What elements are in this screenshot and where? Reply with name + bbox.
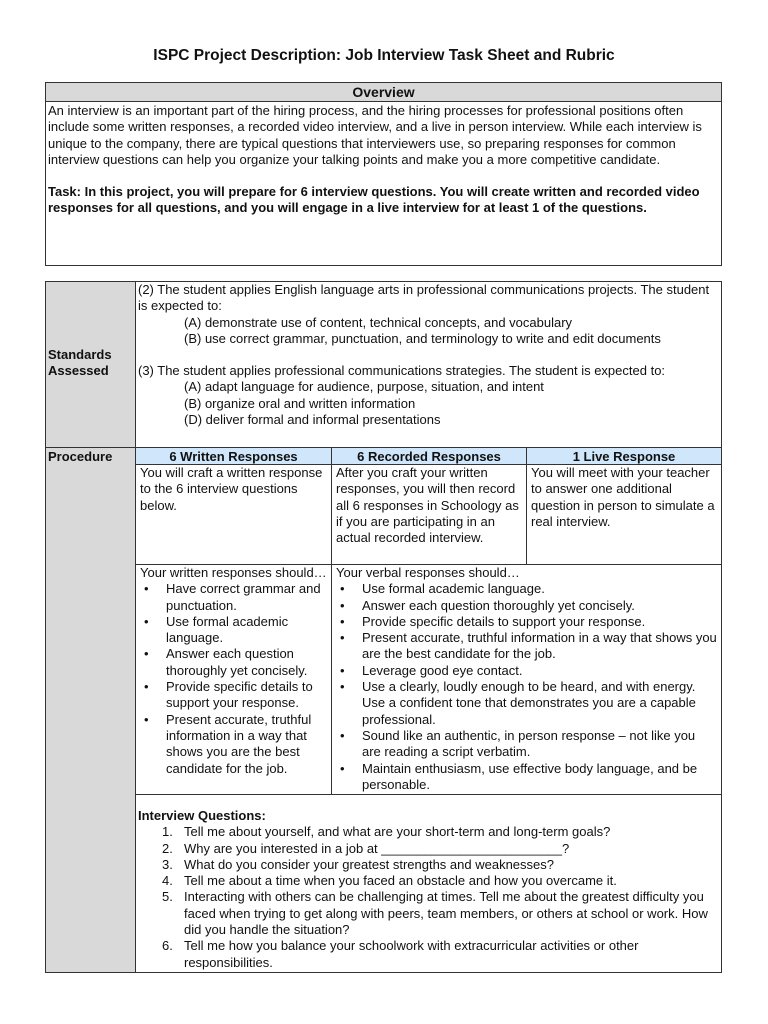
standards-label: Standards Assessed <box>46 282 136 447</box>
verbal-intro: Your verbal responses should… <box>336 565 520 580</box>
written-item: • Use formal academic language. <box>140 614 327 647</box>
question-item: 5. Interacting with others can be challenging at times. Tell me about the greatest difficulty you faced when trying to get along with peers, team members, or others at school or work. How did you handle the situation? <box>138 889 717 938</box>
overview-heading: Overview <box>46 83 721 102</box>
overview-table <box>45 82 722 266</box>
verbal-item: • Sound like an authentic, in person response – not like you are reading a script verbatim. <box>336 728 717 761</box>
question-item: 4. Tell me about a time when you faced an obstacle and how you overcame it. <box>138 873 717 889</box>
written-intro: Your written responses should… <box>140 565 327 580</box>
standard-3: (3) The student applies professional communications strategies. The student is expected to: <box>138 363 666 379</box>
written-item: • Answer each question thoroughly yet concisely. <box>140 646 327 679</box>
standard-2-b: (B) use correct grammar, punctuation, and terminology to write and edit documents <box>184 330 661 346</box>
verbal-item: • Present accurate, truthful information in a way that shows you are the best candidate for the job. <box>336 630 717 663</box>
interview-questions <box>136 808 721 971</box>
col-header-live: 1 Live Response <box>527 448 721 465</box>
col-header-recorded: 6 Recorded Responses <box>332 448 527 465</box>
written-description: You will craft a written response to the 6 interview questions below. <box>136 465 332 565</box>
overview-body: An interview is an important part of the hiring process, and the hiring processes for professional positions often include some written responses, a recorded video interview, and a live in person interview. While each interview is unique to the company, there are typical questions that interviewers use, so preparing responses for common interview questions can help you organize your talking points and make you a more competitive candidate. <box>48 103 702 167</box>
verbal-criteria <box>332 565 721 795</box>
standard-3-b: (B) organize oral and written information <box>184 395 416 411</box>
question-item: 3. What do you consider your greatest strengths and weaknesses? <box>138 857 717 873</box>
questions-heading: Interview Questions: <box>138 808 266 823</box>
verbal-item: • Provide specific details to support your response. <box>336 614 717 630</box>
written-item: • Present accurate, truthful information in a way that shows you are the best candidate for the job. <box>140 712 327 777</box>
verbal-item: • Maintain enthusiasm, use effective body language, and be personable. <box>336 761 717 794</box>
standard-3-a: (A) adapt language for audience, purpose, situation, and intent <box>184 379 544 395</box>
question-item: 2. Why are you interested in a job at _________________________? <box>138 841 717 857</box>
page-title: ISPC Project Description: Job Interview Task Sheet and Rubric <box>153 47 615 64</box>
standard-3-d: (D) deliver formal and informal presentations <box>184 412 441 428</box>
written-item: • Have correct grammar and punctuation. <box>140 581 327 614</box>
written-criteria <box>136 565 332 795</box>
procedure-label: Procedure <box>46 448 136 972</box>
recorded-description: After you craft your written responses, you will then record all 6 responses in Schoology as if you are participating in an actual recorded interview. <box>332 465 527 565</box>
standards-procedure-table <box>45 281 722 973</box>
live-description: You will meet with your teacher to answer one additional question in person to simulate a real interview. <box>531 465 715 529</box>
question-item: 1. Tell me about yourself, and what are your short-term and long-term goals? <box>138 824 717 840</box>
task-text: Task: In this project, you will prepare for 6 interview questions. You will create written and recorded video responses for all questions, and you will engage in a live interview for at least 1 of the questions. <box>48 184 700 216</box>
standard-2-a: (A) demonstrate use of content, technical concepts, and vocabulary <box>184 314 573 330</box>
verbal-item: • Use a clearly, loudly enough to be heard, and with energy. Use a confident tone that demonstrates you are a capable professional. <box>336 679 717 728</box>
question-item: 6. Tell me how you balance your schoolwork with extracurricular activities or other responsibilities. <box>138 938 717 971</box>
verbal-item: • Leverage good eye contact. <box>336 663 717 679</box>
standard-2: (2) The student applies English language arts in professional communications projects. The student is expected to: <box>138 282 710 314</box>
verbal-item: • Use formal academic language. <box>336 581 717 597</box>
verbal-item: • Answer each question thoroughly yet concisely. <box>336 598 717 614</box>
col-header-written: 6 Written Responses <box>136 448 332 465</box>
written-item: • Provide specific details to support your response. <box>140 679 327 712</box>
